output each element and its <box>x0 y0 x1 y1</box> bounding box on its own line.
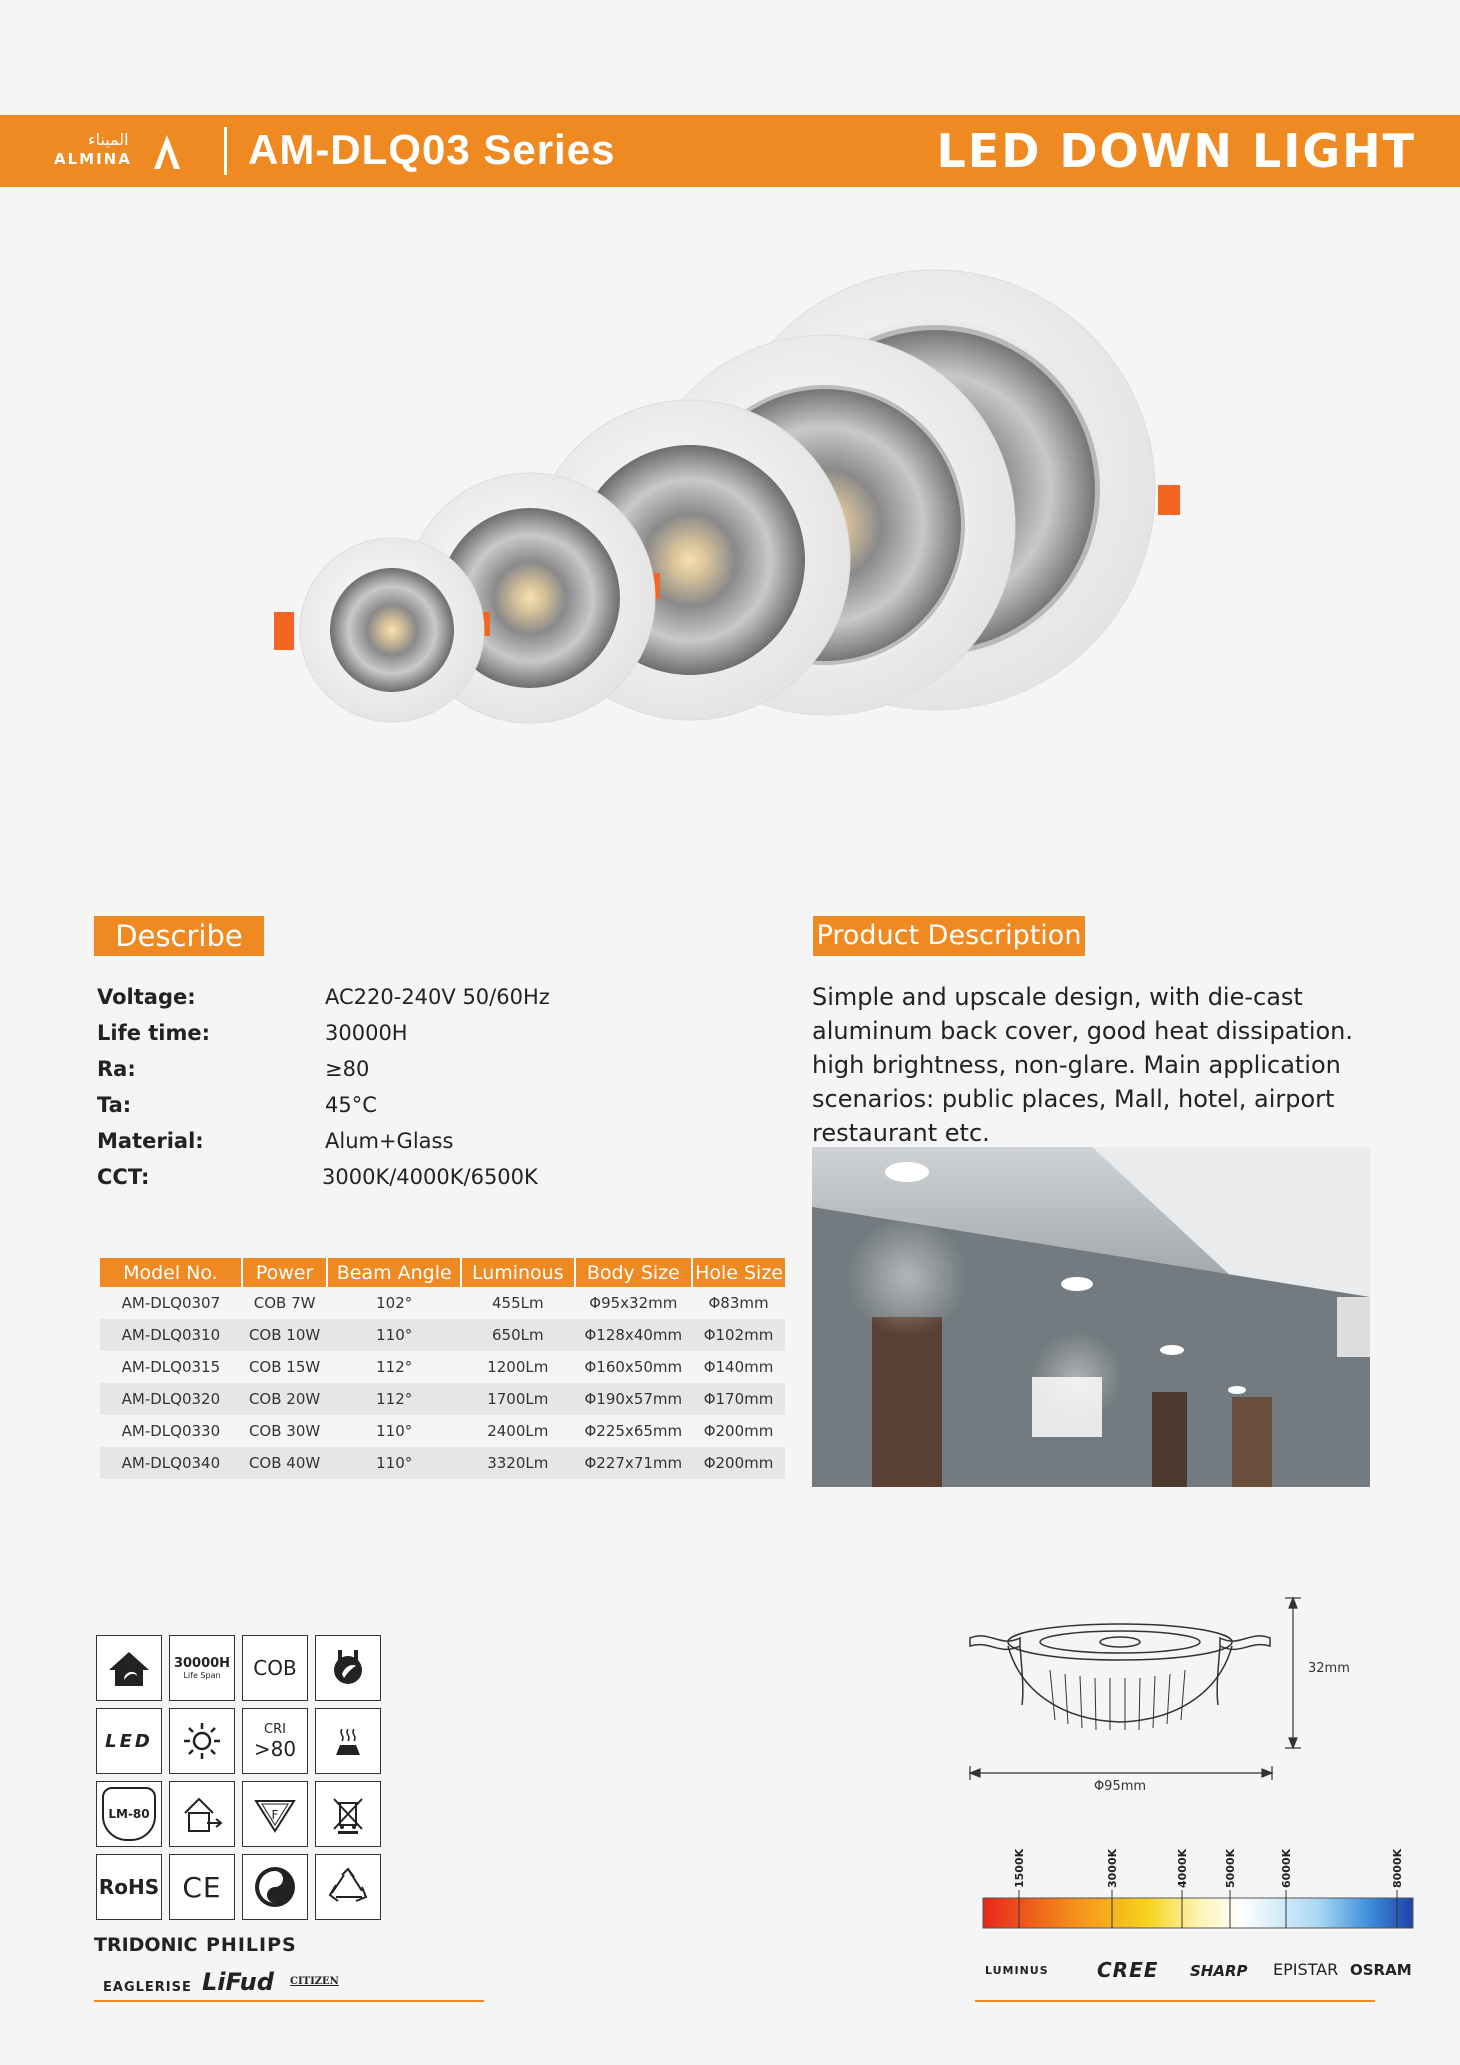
footer-line-right <box>975 2000 1375 2002</box>
cct-label: 3000K <box>1106 1848 1119 1888</box>
table-cell: 3320Lm <box>461 1447 575 1479</box>
table-cell: Φ102mm <box>692 1319 785 1351</box>
table-cell: Φ170mm <box>692 1383 785 1415</box>
table-row <box>100 1447 785 1479</box>
table-cell: 102° <box>376 1294 413 1312</box>
weee-bin-icon <box>315 1781 381 1847</box>
brand-tridonic: TRIDONIC <box>94 1934 198 1956</box>
spec-value: Alum+Glass <box>325 1129 454 1153</box>
table-cell: AM-DLQ0307 <box>121 1294 221 1312</box>
cri-value: >80 <box>253 1736 297 1761</box>
table-cell: 110° <box>327 1319 461 1351</box>
table-cell: COB 15W <box>248 1358 321 1376</box>
indoor-home-icon <box>96 1635 162 1701</box>
brand-citizen: CITIZEN <box>290 1976 339 1987</box>
spec-value: 3000K/4000K/6500K <box>322 1165 538 1189</box>
table-cell: 110° <box>327 1447 461 1479</box>
cct-label: 6000K <box>1280 1848 1293 1888</box>
f-mark-icon <box>242 1781 308 1847</box>
cct-label: 4000K <box>1176 1848 1189 1888</box>
table-row <box>100 1415 785 1447</box>
product-description-text: Simple and upscale design, with die-cast aluminum back cover, good heat dissipation. high brightness, non-glare. Main application scenarios: public places, Mall, hotel, airport restaurant etc. <box>812 983 1354 1147</box>
dim-height-label: 32mm <box>1308 1661 1350 1676</box>
category-title: LED DOWN LIGHT <box>936 124 1416 178</box>
table-header: Beam Angle <box>327 1258 461 1287</box>
table-row <box>100 1351 785 1383</box>
spec-key: Material: <box>97 1129 204 1153</box>
table-header: Power <box>242 1258 328 1287</box>
lifespan-label: Life Span <box>183 1671 221 1680</box>
table-cell: Φ190x57mm <box>575 1383 693 1415</box>
brand-eaglerise: EAGLERISE <box>103 1980 192 1995</box>
table-cell: AM-DLQ0315 <box>121 1358 221 1376</box>
table-cell: AM-DLQ0320 <box>100 1383 242 1415</box>
table-cell: COB 7W <box>253 1294 316 1312</box>
table-cell: Φ200mm <box>703 1422 774 1440</box>
table-cell: Φ200mm <box>692 1447 785 1479</box>
spec-value: 30000H <box>325 1021 408 1045</box>
product-hero-image <box>240 255 1200 735</box>
cct-label: 1500K <box>1013 1848 1026 1888</box>
eco-plug-icon <box>315 1635 381 1701</box>
table-header: Hole Size <box>692 1258 785 1287</box>
table-cell: COB 10W <box>242 1319 328 1351</box>
brightness-icon <box>169 1708 235 1774</box>
spec-key: Life time: <box>97 1021 211 1045</box>
series-title: AM-DLQ03 Series <box>248 126 616 173</box>
application-photo <box>812 1147 1370 1487</box>
table-cell: 112° <box>327 1383 461 1415</box>
cri-icon <box>242 1708 308 1774</box>
table-cell: AM-DLQ0340 <box>100 1447 242 1479</box>
dimension-drawing <box>960 1590 1380 1790</box>
table-cell: Φ160x50mm <box>584 1358 683 1376</box>
lm80-label: LM-80 <box>102 1787 156 1841</box>
table-cell: 650Lm <box>461 1319 575 1351</box>
logo-mark-icon <box>150 133 184 169</box>
logo-text: ALMINA <box>54 150 132 168</box>
model-table <box>100 1258 785 1479</box>
lifespan-icon <box>169 1635 235 1701</box>
table-header: Body Size <box>575 1258 693 1287</box>
spec-key: Ra: <box>97 1057 136 1081</box>
header-divider <box>224 127 227 175</box>
table-row <box>100 1287 785 1319</box>
cct-label: 5000K <box>1224 1848 1237 1888</box>
dim-width-label: Φ95mm <box>1093 1779 1147 1790</box>
footer-line-left <box>94 2000 484 2002</box>
table-row <box>100 1319 785 1351</box>
table-header-row <box>100 1258 785 1287</box>
table-cell: COB 30W <box>248 1422 321 1440</box>
table-cell: Φ227x71mm <box>575 1447 693 1479</box>
partner-sharp: SHARP <box>1190 1962 1248 1980</box>
spec-key: Voltage: <box>97 985 196 1009</box>
table-cell: COB 20W <box>242 1383 328 1415</box>
led-icon: LED <box>96 1708 162 1774</box>
spec-value: ≥80 <box>325 1057 370 1081</box>
table-cell: 1200Lm <box>487 1358 549 1376</box>
spec-value: 45°C <box>325 1093 377 1117</box>
lm80-icon <box>96 1781 162 1847</box>
table-cell: 112° <box>376 1358 413 1376</box>
table-cell: 1700Lm <box>461 1383 575 1415</box>
f-mark-label: F <box>271 1808 279 1822</box>
logo-arabic: الميناء <box>88 130 129 149</box>
partner-luminus: LUMINUS <box>985 1964 1049 1977</box>
indoor-use-icon <box>169 1781 235 1847</box>
recycle-icon <box>315 1854 381 1920</box>
table-cell: Φ225x65mm <box>584 1422 683 1440</box>
product-description-heading: Product Description <box>813 916 1085 956</box>
table-cell: 2400Lm <box>487 1422 549 1440</box>
table-cell: 110° <box>376 1422 413 1440</box>
cct-scale <box>980 1840 1420 1940</box>
table-cell: AM-DLQ0310 <box>100 1319 242 1351</box>
table-cell: AM-DLQ0330 <box>121 1422 221 1440</box>
table-cell: Φ128x40mm <box>575 1319 693 1351</box>
partner-epistar: EPISTAR <box>1273 1960 1339 1979</box>
partner-cree: CREE <box>1097 1958 1159 1982</box>
lifespan-value: 30000H <box>173 1656 231 1671</box>
spec-key: Ta: <box>97 1093 132 1117</box>
table-cell: Φ95x32mm <box>589 1294 678 1312</box>
table-cell: Φ140mm <box>703 1358 774 1376</box>
rohs-icon: RoHS <box>96 1854 162 1920</box>
table-cell: COB 40W <box>242 1447 328 1479</box>
describe-heading: Describe <box>94 916 264 956</box>
table-header: Luminous <box>461 1258 575 1287</box>
table-row <box>100 1383 785 1415</box>
cob-icon: COB <box>242 1635 308 1701</box>
brand-philips: PHILIPS <box>206 1934 297 1956</box>
ce-icon: CE <box>169 1854 235 1920</box>
cri-label: CRI <box>264 1721 286 1737</box>
table-cell: Φ83mm <box>708 1294 769 1312</box>
table-header: Model No. <box>100 1258 242 1287</box>
partner-osram: OSRAM <box>1350 1961 1412 1979</box>
brand-lifud: LiFud <box>202 1968 274 1996</box>
cct-label: 8000K <box>1391 1848 1404 1888</box>
green-dot-icon <box>242 1854 308 1920</box>
spec-key: CCT: <box>97 1165 150 1189</box>
heat-dissipation-icon <box>315 1708 381 1774</box>
spec-value: AC220-240V 50/60Hz <box>325 985 550 1009</box>
table-cell: 455Lm <box>491 1294 544 1312</box>
